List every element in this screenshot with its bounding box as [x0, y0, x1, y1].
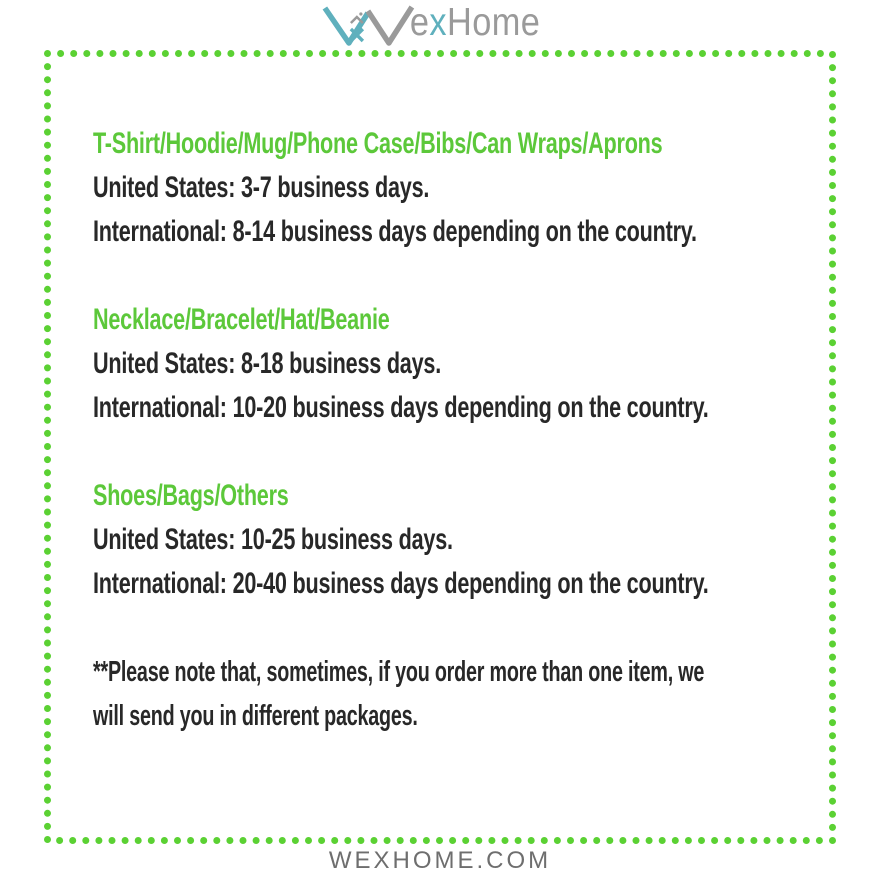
- note-line-2: will send you in different packages.: [93, 700, 418, 732]
- logo-monogram-icon: [322, 1, 416, 47]
- us-shipping-line: United States: 10-25 business days.: [93, 523, 453, 556]
- logo-word-home: Home: [447, 1, 541, 44]
- us-shipping-line: United States: 8-18 business days.: [93, 347, 441, 380]
- shipping-section-jewelry-hats: [93, 298, 793, 430]
- note-line-1: **Please note that, sometimes, if you order more than one item, we: [93, 656, 705, 688]
- intl-shipping-line: International: 8-14 business days depending on the country.: [93, 215, 697, 248]
- footer-website: WEXHOME.COM: [328, 847, 552, 874]
- logo-house-roof-icon: [351, 17, 363, 23]
- section-heading: Necklace/Bracelet/Hat/Beanie: [93, 303, 390, 336]
- us-shipping-line: United States: 3-7 business days.: [93, 171, 430, 204]
- logo-wordmark: [410, 1, 540, 45]
- logo-gray-check-icon: [368, 7, 412, 43]
- wexhome-logo: [322, 1, 558, 47]
- shipping-section-shoes-bags: [93, 474, 793, 606]
- intl-shipping-line: International: 20-40 business days depending on the country.: [93, 567, 709, 600]
- multiple-packages-note: [93, 650, 793, 738]
- shipping-times-content: [93, 122, 793, 738]
- section-heading: T-Shirt/Hoodie/Mug/Phone Case/Bibs/Can Wraps/Aprons: [93, 127, 663, 160]
- intl-shipping-line: International: 10-20 business days depending on the country.: [93, 391, 709, 424]
- logo-chimney-dot-icon: [359, 12, 362, 15]
- shipping-section-printed-goods: [93, 122, 793, 254]
- section-heading: Shoes/Bags/Others: [93, 479, 289, 512]
- logo-letter-e: e: [409, 1, 430, 44]
- logo-letter-x: x: [429, 1, 448, 44]
